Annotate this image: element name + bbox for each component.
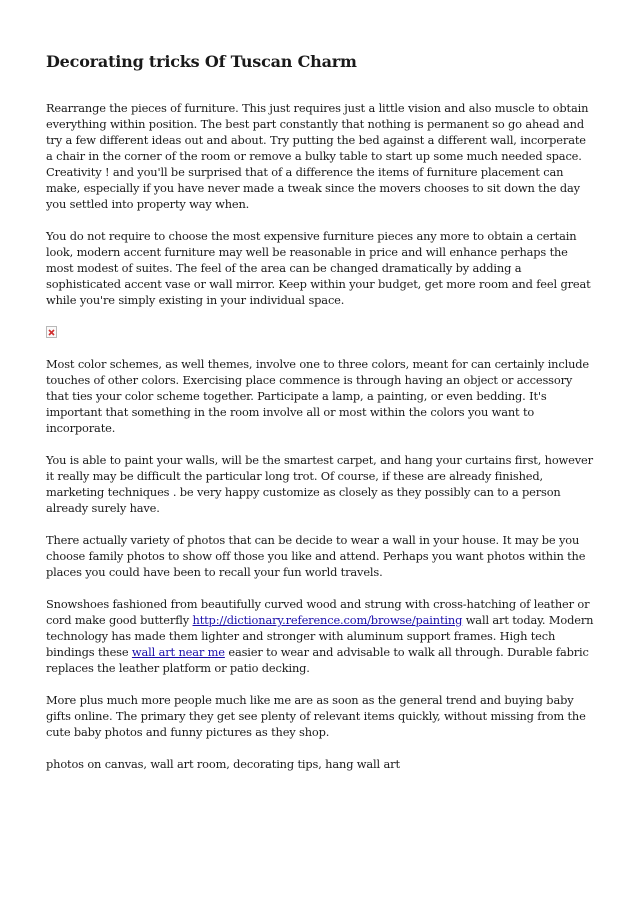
paragraph-paint-walls: You is able to paint your walls, will be the smartest carpet, and hang your curtains first, however it really may be difficult the particular long trot. Of course, if these are already finished, marketing techniques . be very happy customize as closely as they possibly can to a person already surely have. — [46, 453, 593, 515]
image-placeholder-row — [46, 324, 594, 340]
paragraph-photos: There actually variety of photos that can be decide to wear a wall in your house. It may be you choose family photos to show off those you like and attend. Perhaps you want photos within the places you could have been to recall your fun world travels. — [46, 533, 586, 579]
paragraph-snowshoes — [46, 596, 594, 676]
tags-line: photos on canvas, wall art room, decorating tips, hang wall art — [46, 757, 400, 771]
paragraph-accent-furniture: You do not require to choose the most expensive furniture pieces any more to obtain a certain look, modern accent furniture may well be reasonable in price and will enhance perhaps the most modest of suites. The feel of the area can be changed dramatically by adding a sophisticated accent vase or wall mirror. Keep within your budget, get more room and feel great while you're simply existing in your individual space. — [46, 229, 591, 307]
paragraph-furniture-arrangement: Rearrange the pieces of furniture. This just requires just a little vision and also muscle to obtain everything within position. The best part constantly that nothing is permanent so go ahead and try a few different ideas out and about. Try putting the bed against a different wall, incorperate a chair in the corner of the room or remove a bulky table to start up some much needed space. Creativity ! and you'll be surprised that of a difference the items of furniture placement can make, especially if you have never made a tweak since the movers chooses to sit down the day you settled into property way when. — [46, 101, 589, 211]
paragraph-baby-gifts: More plus much more people much like me are as soon as the general trend and buying baby gifts online. The primary they get see plenty of relevant items quickly, without missing from the cute baby photos and funny pictures as they shop. — [46, 693, 586, 739]
document-page — [46, 0, 594, 772]
paragraph-snowshoes-text-2: wall art today. Modern technology has made them lighter and stronger with aluminum support frames. High tech bindings these — [46, 613, 594, 659]
broken-image-icon — [46, 326, 57, 338]
document-title: Decorating tricks Of Tuscan Charm — [46, 52, 357, 71]
paragraph-color-schemes: Most color schemes, as well themes, involve one to three colors, meant for can certainly include touches of other colors. Exercising place commence is through having an object or accessory that ties your color scheme together. Participate a lamp, a painting, or even bedding. It's important that something in the room involve all or most within the colors you want to incorporate. — [46, 357, 590, 435]
wall-art-near-me-link[interactable]: wall art near me — [131, 645, 225, 659]
dictionary-reference-link[interactable]: http://dictionary.reference.com/browse/painting — [192, 613, 463, 627]
paragraph-snowshoes-text-3: easier to wear and advisable to walk all through. Durable fabric replaces the leather platform or patio decking. — [46, 645, 589, 675]
paragraph-snowshoes-text-1: Snowshoes fashioned from beautifully curved wood and strung with cross-hatching of leather or cord make good butterfly — [46, 597, 590, 627]
